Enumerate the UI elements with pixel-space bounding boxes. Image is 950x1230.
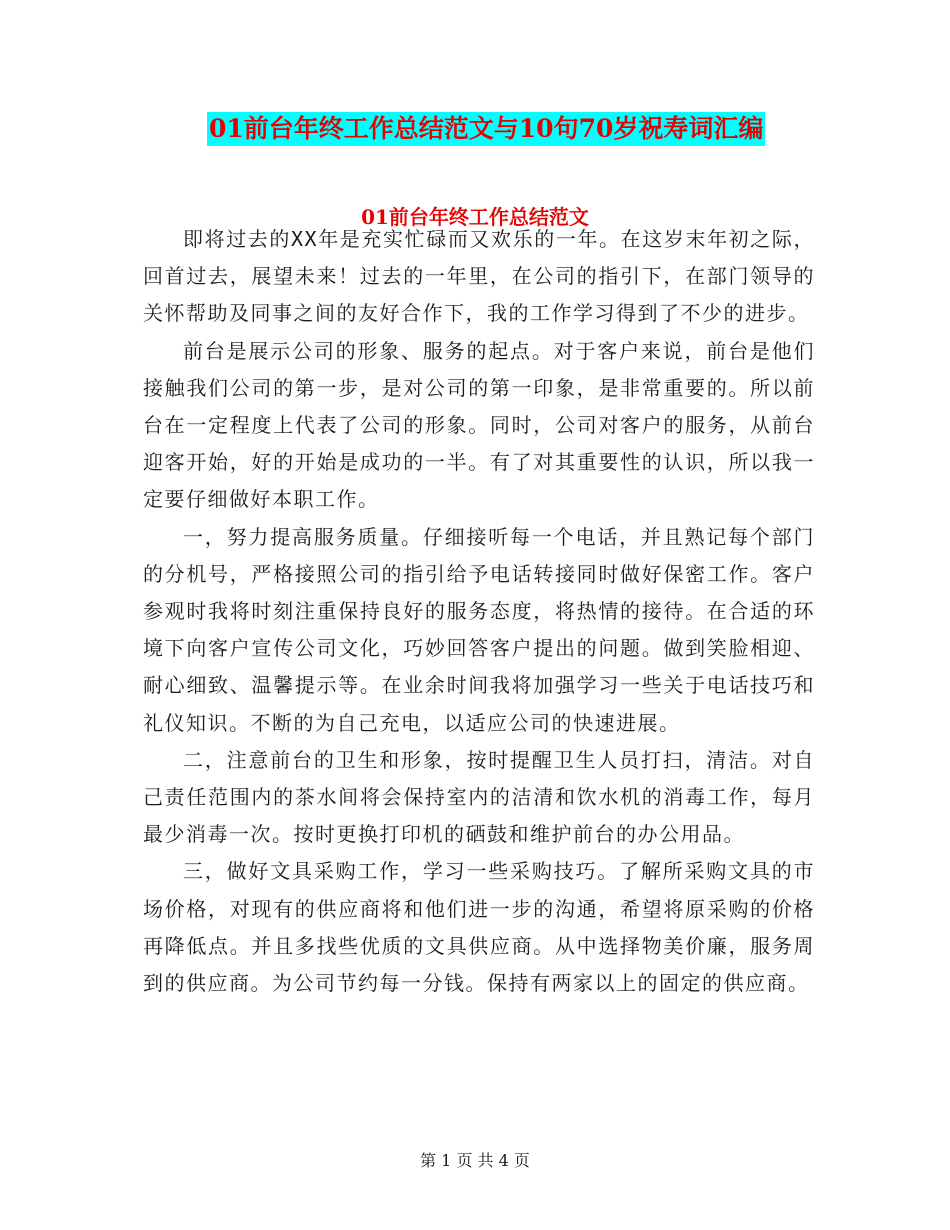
section-title: 01前台年终工作总结范文 bbox=[361, 205, 589, 229]
paragraph-hygiene: 二，注意前台的卫生和形象，按时提醒卫生人员打扫，清洁。对自己责任范围内的茶水间将会保持室内的洁清和饮水机的消毒工作，每月最少消毒一次。按时更换打印机的硒鼓和维护前台的办公用品。 bbox=[143, 747, 815, 847]
page-footer: 第 1 页 共 4 页 bbox=[420, 1151, 530, 1170]
paragraph-front-desk-role: 前台是展示公司的形象、服务的起点。对于客户来说，前台是他们接触我们公司的第一步，是对公司的第一印象，是非常重要的。所以前台在一定程度上代表了公司的形象。同时，公司对客户的服务，从前台迎客开始，好的开始是成功的一半。有了对其重要性的认识，所以我一定要仔细做好本职工作。 bbox=[143, 338, 815, 512]
document-body bbox=[143, 221, 815, 1002]
document-main-title: 01前台年终工作总结范文与10句70岁祝寿词汇编 bbox=[207, 112, 765, 146]
paragraph-procurement: 三，做好文具采购工作，学习一些采购技巧。了解所采购文具的市场价格，对现有的供应商将和他们进一步的沟通，希望将原采购的价格再降低点。并且多找些优质的文具供应商。从中选择物美价廉，服务周到的供应商。为公司节约每一分钱。保持有两家以上的固定的供应商。 bbox=[143, 859, 815, 996]
paragraph-intro: 即将过去的XX年是充实忙碌而又欢乐的一年。在这岁末年初之际，回首过去，展望未来！过去的一年里，在公司的指引下，在部门领导的关怀帮助及同事之间的友好合作下，我的工作学习得到了不少的进步。 bbox=[143, 227, 815, 326]
paragraph-service-quality: 一，努力提高服务质量。仔细接听每一个电话，并且熟记每个部门的分机号，严格接照公司的指引给予电话转接同时做好保密工作。客户参观时我将时刻注重保持良好的服务态度，将热情的接待。在合适的环境下向客户宣传公司文化，巧妙回答客户提出的问题。做到笑脸相迎、耐心细致、温馨提示等。在业余时间我将加强学习一些关于电话技巧和礼仪知识。不断的为自己充电，以适应公司的快速进展。 bbox=[143, 524, 815, 735]
